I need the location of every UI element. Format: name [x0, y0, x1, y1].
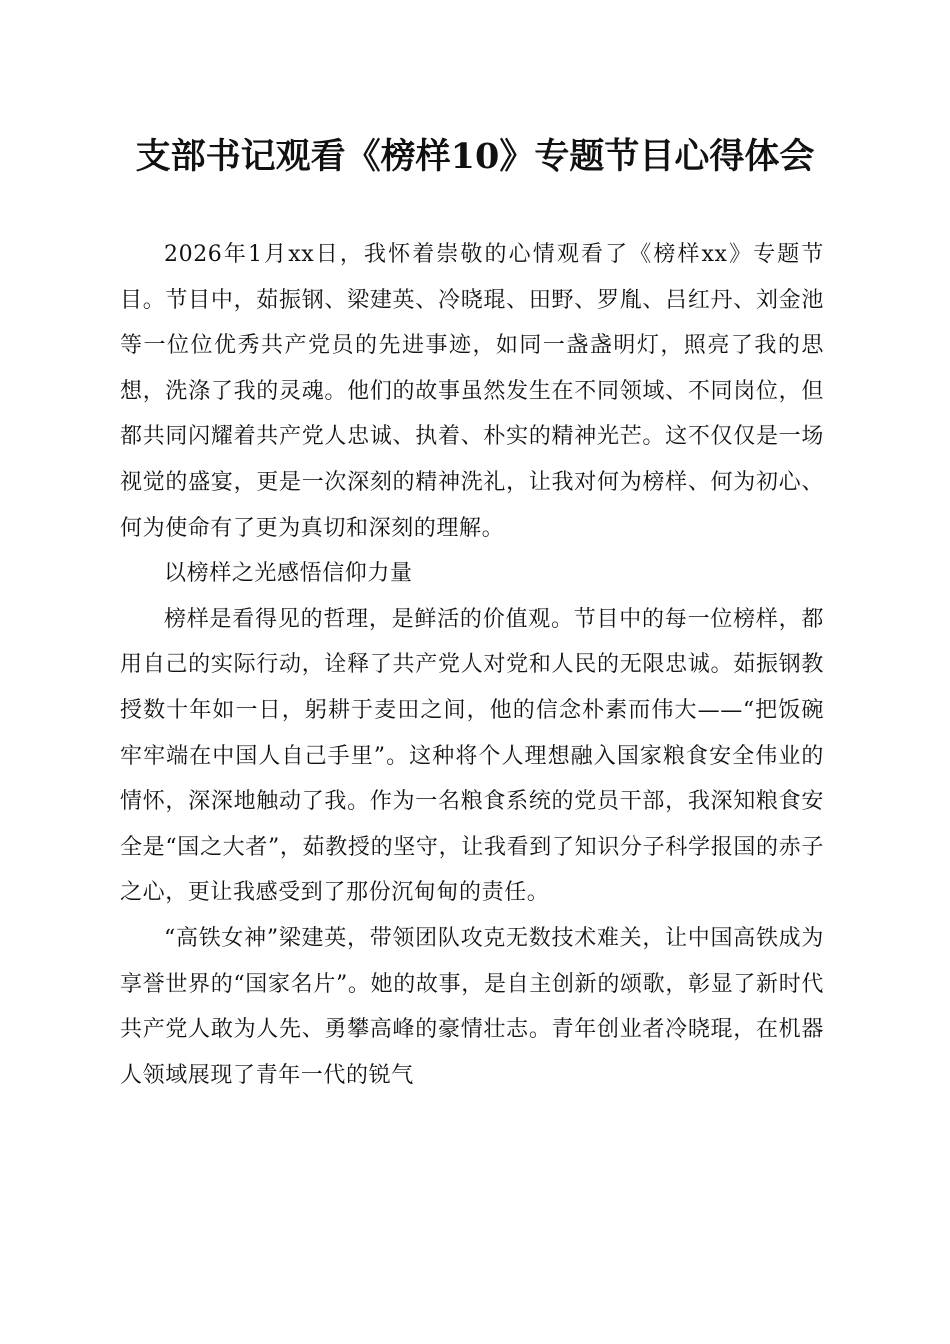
paragraph-role-model: 榜样是看得见的哲理，是鲜活的价值观。节目中的每一位榜样，都用自己的实际行动，诠释了共产党人对党和人民的无限忠诚。茹振钢教授数十年如一日，躬耕于麦田之间，他的信念朴素而伟大——“把饭碗牢牢端在中国人自己手里”。这种将个人理想融入国家粮食安全伟业的情怀，深深地触动了我。作为一名粮食系统的党员干部，我深知粮食安全是“国之大者”，茹教授的坚守，让我看到了知识分子科学报国的赤子之心，更让我感受到了那份沉甸甸的责任。 [120, 606, 824, 906]
paragraph-intro: 2026年1月xx日，我怀着崇敬的心情观看了《榜样xx》专题节目。节目中，茹振钢、梁建英、冷晓琨、田野、罗胤、吕红丹、刘金池等一位位优秀共产党员的先进事迹，如同一盏盏明灯，照亮了我的思想，洗涤了我的灵魂。他们的故事虽然发生在不同领域、不同岗位，但都共同闪耀着共产党人忠诚、执着、朴实的精神光芒。这不仅仅是一场视觉的盛宴，更是一次深刻的精神洗礼，让我对何为榜样、何为初心、何为使命有了更为真切和深刻的理解。 [120, 242, 824, 541]
paragraph-high-speed-rail: “高铁女神”梁建英，带领团队攻克无数技术难关，让中国高铁成为享誉世界的“国家名片”。她的故事，是自主创新的颂歌，彰显了新时代共产党人敢为人先、勇攀高峰的豪情壮志。青年创业者冷晓琨，在机器人领域展现了青年一代的锐气 [120, 925, 824, 1088]
document-body [120, 232, 824, 1098]
document-title: 支部书记观看《榜样10》专题节目心得体会 [135, 136, 815, 177]
section-heading: 以榜样之光感悟信仰力量 [164, 561, 413, 587]
